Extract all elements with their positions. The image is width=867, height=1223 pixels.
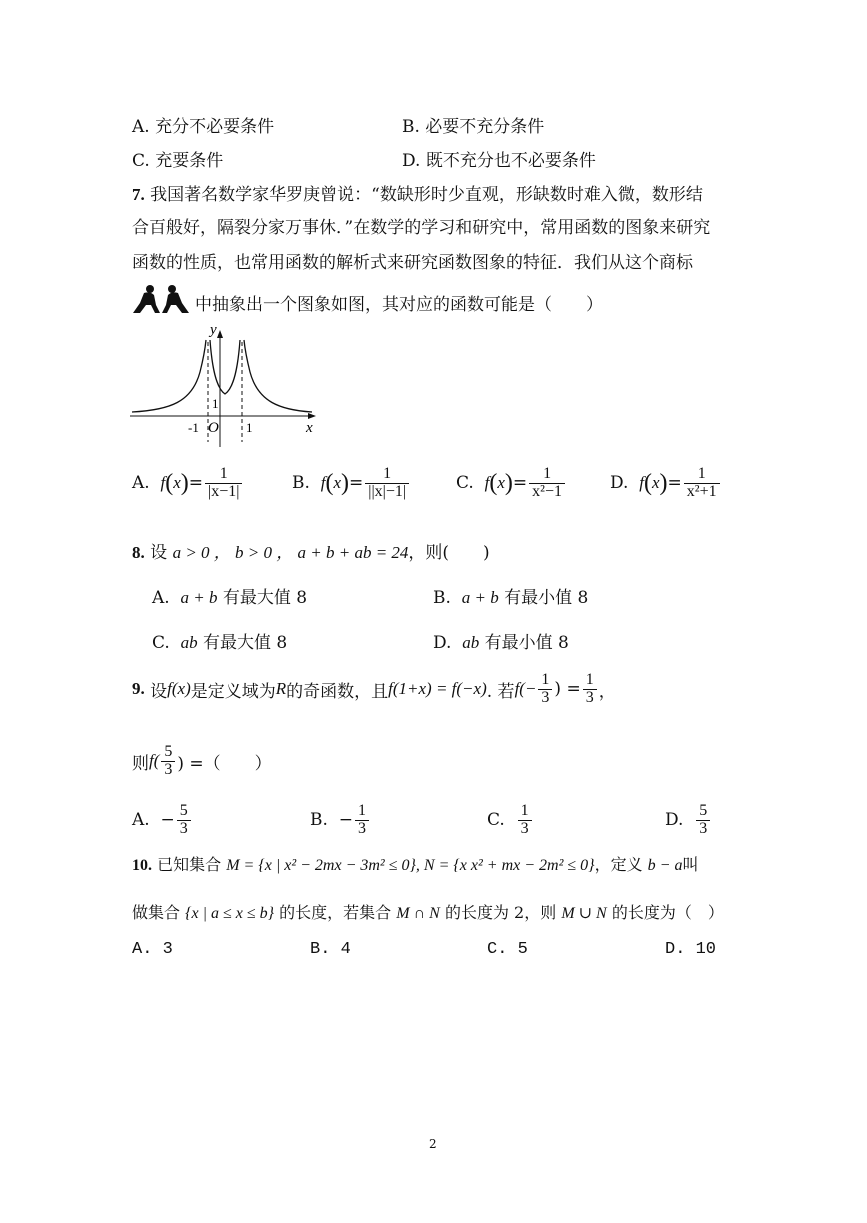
q6-option-a: A. 充分不必要条件: [132, 117, 275, 137]
q9-option-d: D. $\frac{5}{3}$: [665, 803, 712, 838]
y-axis-arrow-icon: [217, 330, 223, 338]
q10-option-a: A. 3: [132, 940, 173, 959]
q7-function-graph: [130, 322, 320, 447]
q10-stem-line1: 10. 已知集合 M = {x | x² − 2mx − 3m² ≤ 0}, N = {x x² + mx − 2m² ≤ 0}，定义 b − a叫: [132, 855, 699, 874]
q6-option-b: B. 必要不充分条件: [402, 117, 545, 137]
q8-option-a: A. a + b 有最大值 8: [152, 588, 308, 608]
q9-option-b: B. − $\frac{1}{3}$: [310, 803, 371, 838]
q9-option-a: A. − $\frac{5}{3}$: [132, 803, 193, 838]
q7-line1: [132, 180, 703, 205]
q7-option-d: D. f ( x ) = $\frac{1}{\text{x²+1}}$: [610, 466, 722, 501]
graph-y-label: y: [210, 322, 217, 338]
q8-option-c: C. ab 有最大值 8: [152, 633, 288, 653]
q7-line4: 中抽象出一个图象如图，其对应的函数可能是（ ）: [195, 295, 603, 315]
kappa-logo-icon: [130, 283, 192, 315]
q7-option-a: A. f ( x ) = $\frac{1}{|x-1|}$: [132, 466, 244, 501]
q10-option-b: B. 4: [310, 940, 351, 959]
q7-option-c: C. f ( x ) = $\frac{1}{\text{x²−1}}$: [456, 466, 567, 501]
q8-option-b: B. a + b 有最小值 8: [433, 588, 589, 608]
page-number: 2: [429, 1137, 437, 1151]
q7-line3: 函数的性质，也常用函数的解析式来研究函数图象的特征．我们从这个商标: [132, 253, 693, 273]
q7-number: 7.: [132, 185, 145, 204]
graph-tick-neg1: -1: [188, 420, 199, 435]
graph-tick-1: 1: [246, 420, 253, 435]
q9-option-c: C. $\frac{1}{3}$: [487, 803, 534, 838]
q6-option-c: C. 充要条件: [132, 151, 224, 171]
q7-line2: 合百般好，隔裂分家万事休．”在数学的学习和研究中，常用函数的图象来研究: [132, 218, 711, 238]
q10-option-c: C. 5: [487, 940, 528, 959]
q8-option-d: D. ab 有最小值 8: [433, 633, 569, 653]
graph-origin-label: O: [208, 420, 219, 436]
graph-x-label: x: [306, 420, 313, 436]
q8-stem: 8. 设 a > 0 ， b > 0 ， a + b + ab = 24，则( ): [132, 543, 490, 563]
q7-text-1: 我国著名数学家华罗庚曾说：“数缺形时少直观，形缺数时难入微，数形结: [150, 185, 703, 205]
q9-stem-line2: 则 f( $\frac{5}{3}$ ) =（ ）: [132, 743, 272, 778]
x-axis-arrow-icon: [308, 413, 316, 419]
q10-stem-line2: 做集合 {x | a ≤ x ≤ b} 的长度，若集合 M ∩ N 的长度为 2，则 M ∪ N 的长度为（ ）: [132, 903, 724, 922]
q9-stem-line1: 9. 设 f(x) 是定义域为 R 的奇函数，且 f(1+x) = f(−x) . 若 f(− $\frac{1}{3}$ ) = $\frac{1}{3}$ ，: [132, 671, 616, 706]
q6-option-d: D. 既不充分也不必要条件: [402, 151, 596, 171]
q10-option-d: D. 10: [665, 940, 717, 959]
q7-option-b: B. f ( x ) = $\frac{1}{||x|-1|}$: [292, 466, 411, 501]
graph-tick-y1: 1: [212, 396, 219, 411]
